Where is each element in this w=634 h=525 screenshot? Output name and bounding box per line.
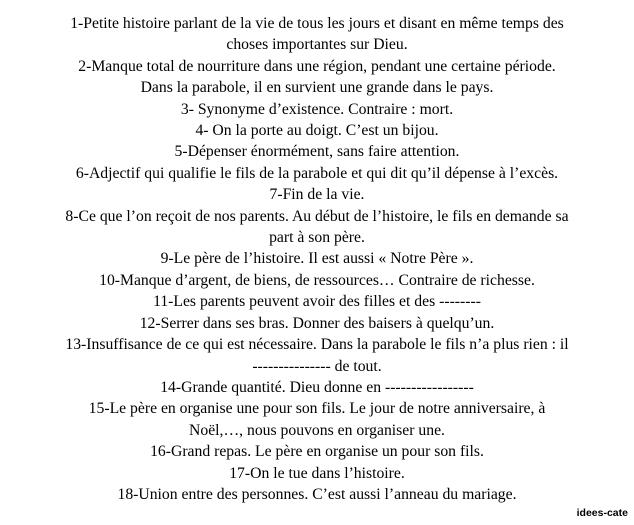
clue-line: 13-Insuffisance de ce qui est nécessaire. Dans la parabole le fils n’a plus rien : il <box>65 336 569 354</box>
clue-list <box>0 13 634 505</box>
clue-16 <box>0 441 634 462</box>
clue-line: 12-Serrer dans ses bras. Donner des baisers à quelqu’un. <box>139 314 495 332</box>
clue-14 <box>0 377 634 398</box>
clue-line: 11-Les parents peuvent avoir des filles et des -------- <box>153 293 481 311</box>
signature: idees-cate <box>576 507 628 519</box>
clue-line: 2-Manque total de nourriture dans une région, pendant une certaine période. <box>78 57 556 75</box>
clue-17 <box>0 463 634 484</box>
clue-8 <box>0 206 634 249</box>
clue-10 <box>0 270 634 291</box>
clue-line: part à son père. <box>269 229 365 247</box>
clue-line: 15-Le père en organise une pour son fils. Le jour de notre anniversaire, à <box>88 400 546 418</box>
clue-9 <box>0 248 634 269</box>
clue-12 <box>0 313 634 334</box>
clue-line: 4- On la porte au doigt. C’est un bijou. <box>195 122 439 140</box>
clue-line: 18-Union entre des personnes. C’est aussi l’anneau du mariage. <box>117 485 517 503</box>
clue-line: Noël,…, nous pouvons en organiser une. <box>189 421 445 439</box>
clue-1 <box>0 13 634 56</box>
clue-line: 6-Adjectif qui qualifie le fils de la parabole et qui dit qu’il dépense à l’excès. <box>75 164 559 182</box>
clue-2 <box>0 56 634 99</box>
clue-5 <box>0 141 634 162</box>
clue-line: 5-Dépenser énormément, sans faire attention. <box>174 143 460 161</box>
clue-7 <box>0 184 634 205</box>
clue-3 <box>0 99 634 120</box>
clue-line: 8-Ce que l’on reçoit de nos parents. Au début de l’histoire, le fils en demande sa <box>65 207 569 225</box>
clue-line: 3- Synonyme d’existence. Contraire : mort. <box>180 100 454 118</box>
clue-line: --------------- de tout. <box>252 357 382 375</box>
clue-18 <box>0 484 634 505</box>
clue-line: 17-On le tue dans l’histoire. <box>229 464 405 482</box>
clue-13 <box>0 334 634 377</box>
clue-line: 9-Le père de l’histoire. Il est aussi « Notre Père ». <box>160 250 474 268</box>
clue-line: choses importantes sur Dieu. <box>226 36 408 54</box>
clue-4 <box>0 120 634 141</box>
clue-6 <box>0 163 634 184</box>
clue-line: Dans la parabole, il en survient une grande dans le pays. <box>140 79 494 97</box>
clue-15 <box>0 398 634 441</box>
clue-11 <box>0 291 634 312</box>
clue-line: 7-Fin de la vie. <box>269 186 365 204</box>
clue-line: 14-Grande quantité. Dieu donne en ----------------- <box>160 378 474 396</box>
clue-line: 10-Manque d’argent, de biens, de ressources… Contraire de richesse. <box>99 271 535 289</box>
clue-line: 16-Grand repas. Le père en organise un pour son fils. <box>150 443 484 461</box>
clue-line: 1-Petite histoire parlant de la vie de tous les jours et disant en même temps des <box>70 15 564 32</box>
